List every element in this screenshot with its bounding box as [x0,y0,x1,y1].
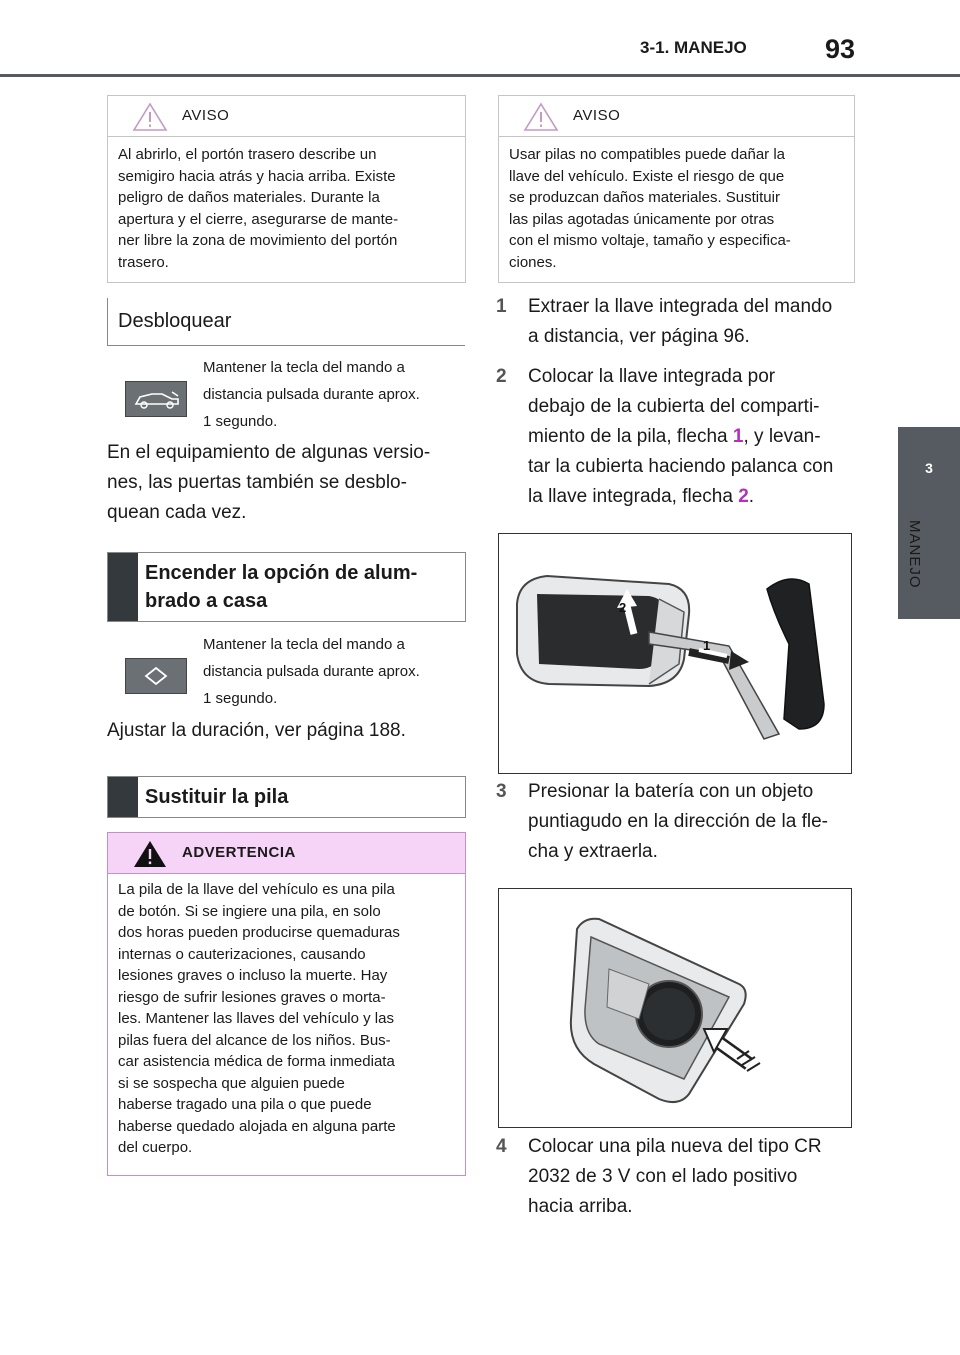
step-text [528,292,858,352]
step-number: 4 [496,1136,507,1157]
page-number: 93 [825,34,856,64]
chapter-number: 3 [925,460,933,476]
text-line: hacia arriba. [528,1196,633,1217]
notice-box-right [498,95,855,283]
warning-box [107,832,466,1176]
notice-header [108,96,465,137]
text-line: Colocar la llave integrada por [528,366,776,387]
text-line: distancia pulsada durante aprox. [203,663,420,680]
heading-bar [108,553,138,621]
text-line: cha y extraerla. [528,841,658,862]
text-line: haberse tragado una pila o que puede [118,1096,372,1113]
warning-header [108,833,465,874]
warning-text [108,874,465,1166]
notice-title: AVISO [182,107,230,124]
arrow-label-2: 2 [619,600,627,615]
caution-icon [523,102,559,132]
text-segment: miento de la pila, flecha [528,426,733,447]
step-text [528,362,858,512]
text-line: peligro de daños materiales. Durante la [118,189,380,206]
text-line: apertura y el cierre, asegurarse de mante- [118,210,399,228]
text-line: riesgo de sufrir lesiones graves o morta- [118,988,386,1006]
text-line: brado a casa [145,590,268,612]
text-line: Colocar una pila nueva del tipo CR [528,1136,822,1157]
car-tailgate-icon [126,382,186,416]
step-number: 1 [496,296,507,317]
step-number: 3 [496,781,507,802]
text-segment: la llave integrada, flecha [528,486,739,507]
text-line: La pila de la llave del vehículo es una pila [118,881,395,898]
key-fob-illustration [499,534,851,773]
arrow-ref: 1 [732,426,744,447]
home-light-key-text [203,631,465,712]
text-line: Extraer la llave integrada del mando [528,296,833,317]
unlock-key-icon [125,381,187,417]
step-text [528,777,858,867]
text-line: distancia pulsada durante aprox. [203,386,420,403]
text-segment: , y levan- [743,426,821,447]
text-line: se produzcan daños materiales. Sustituir [509,189,780,206]
text-line: Mantener la tecla del mando a [203,359,405,376]
heading-desbloquear [107,298,465,346]
text-segment: . [748,486,755,507]
text-line: debajo de la cubierta del comparti- [528,396,820,417]
text-line [528,422,858,452]
text-line [528,482,858,512]
text-line: puntiagudo en la dirección de la fle- [528,811,828,832]
home-light-body: Ajustar la duración, ver página 188. [107,720,406,741]
text-line: Encender la opción de alum- [145,562,418,584]
notice-header [499,96,854,137]
notice-text [499,137,854,280]
caution-icon [132,102,168,132]
figure-battery-removal [498,888,852,1128]
text-line: 1 segundo. [203,413,278,430]
unlock-key-text [203,354,465,435]
home-light-key-icon [125,658,187,694]
warning-icon [132,839,168,869]
notice-box-left [107,95,466,283]
text-line: Mantener la tecla del mando a [203,636,405,653]
step-3 [496,777,858,867]
arrow-label-1: 1 [703,638,711,653]
text-line: si se sospecha que alguien puede [118,1074,345,1092]
section-title: 3-1. MANEJO [640,38,747,57]
text-line: quean cada vez. [107,502,247,523]
heading-text: Desbloquear [118,310,232,332]
text-line: tar la cubierta haciendo palanca con [528,456,834,477]
text-line: nes, las puertas también se desblo- [107,472,407,493]
header-rule [0,74,960,77]
text-line: pilas fuera del alcance de los niños. Bus- [118,1031,391,1049]
text-line: internas o cauterizaciones, causando [118,945,366,963]
heading-home-light [107,552,466,622]
text-line: lesiones graves o incluso la muerte. Hay [118,967,388,984]
heading-battery [107,776,466,818]
text-line: dos horas pueden producirse quemaduras [118,924,400,941]
heading-text: Sustituir la pila [145,786,289,808]
step-number: 2 [496,366,507,387]
text-line: con el mismo voltaje, tamaño y especifica- [509,232,791,249]
text-line: Presionar la batería con un objeto [528,781,814,802]
text-line: car asistencia médica de forma inmediata [118,1053,395,1070]
text-line: llave del vehículo. Existe el riesgo de que [509,167,785,185]
text-line: ciones. [509,253,557,271]
step-1 [496,292,858,352]
warning-title: ADVERTENCIA [182,844,296,861]
text-line: a distancia, ver página 96. [528,326,750,347]
text-line: del cuerpo. [118,1139,193,1156]
text-line: les. Mantener las llaves del vehículo y las [118,1010,394,1027]
diamond-light-icon [126,659,186,693]
text-line: Al abrirlo, el portón trasero describe un [118,146,377,163]
text-line: En el equipamiento de algunas versio- [107,442,431,463]
arrow-ref: 2 [738,486,749,507]
text-line: 2032 de 3 V con el lado positivo [528,1166,798,1187]
text-line: Usar pilas no compatibles puede dañar la [509,146,785,163]
text-line: de botón. Si se ingiere una pila, en solo [118,902,381,920]
step-4 [496,1132,858,1222]
text-line: 1 segundo. [203,690,278,707]
text-line: haberse quedado alojada en alguna parte [118,1117,396,1135]
chapter-label: MANEJO [906,520,923,589]
text-line: trasero. [118,253,169,271]
text-line: ner libre la zona de movimiento del portón [118,232,398,249]
heading-text [145,559,417,615]
unlock-body [107,438,467,528]
step-2 [496,362,858,512]
battery-compartment-illustration [499,889,851,1127]
notice-text [108,137,465,280]
step-text [528,1132,858,1222]
figure-key-removal [498,533,852,774]
heading-bar [108,777,138,817]
notice-title: AVISO [573,107,621,124]
text-line: semigiro hacia atrás y hacia arriba. Existe [118,167,396,185]
text-line: las pilas agotadas únicamente por otras [509,210,775,228]
